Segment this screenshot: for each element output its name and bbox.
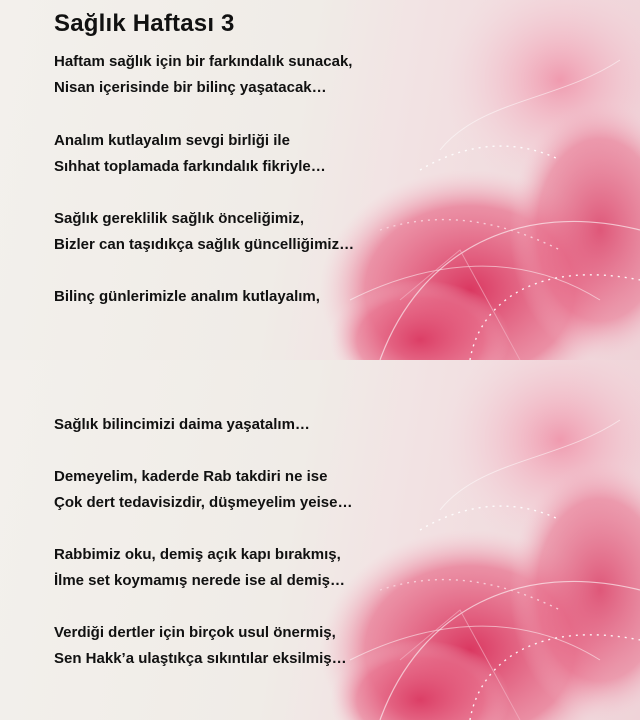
poem-line: Sağlık bilincimizi daima yaşatalım… [54,416,310,433]
poem-line: Nisan içerisinde bir bilinç yaşatacak… [54,79,327,96]
poem-line: Bilinç günlerimizle analım kutlayalım, [54,288,320,305]
poem-line: İlme set koymamış nerede ise al demiş… [54,572,345,589]
poem-line: Haftam sağlık için bir farkındalık sunacak, [54,53,353,70]
poem-card-bottom [0,360,640,720]
poem-line: Bizler can taşıdıkça sağlık güncelliğimiz… [54,236,355,253]
poem-line: Analım kutlayalım sevgi birliği ile [54,132,290,149]
poem-line: Demeyelim, kaderde Rab takdiri ne ise [54,468,328,485]
poem-title: Sağlık Haftası 3 [54,10,235,37]
poem-line: Verdiği dertler için birçok usul önermiş, [54,624,336,641]
poem-line: Sıhhat toplamada farkındalık fikriyle… [54,158,326,175]
poem-line: Çok dert tedavisizdir, düşmeyelim yeise… [54,494,353,511]
poem-line: Sen Hakk’a ulaştıkça sıkıntılar eksilmiş… [54,650,347,667]
poem-line: Rabbimiz oku, demiş açık kapı bırakmış, [54,546,341,563]
poem-line: Sağlık gereklilik sağlık önceliğimiz, [54,210,305,227]
